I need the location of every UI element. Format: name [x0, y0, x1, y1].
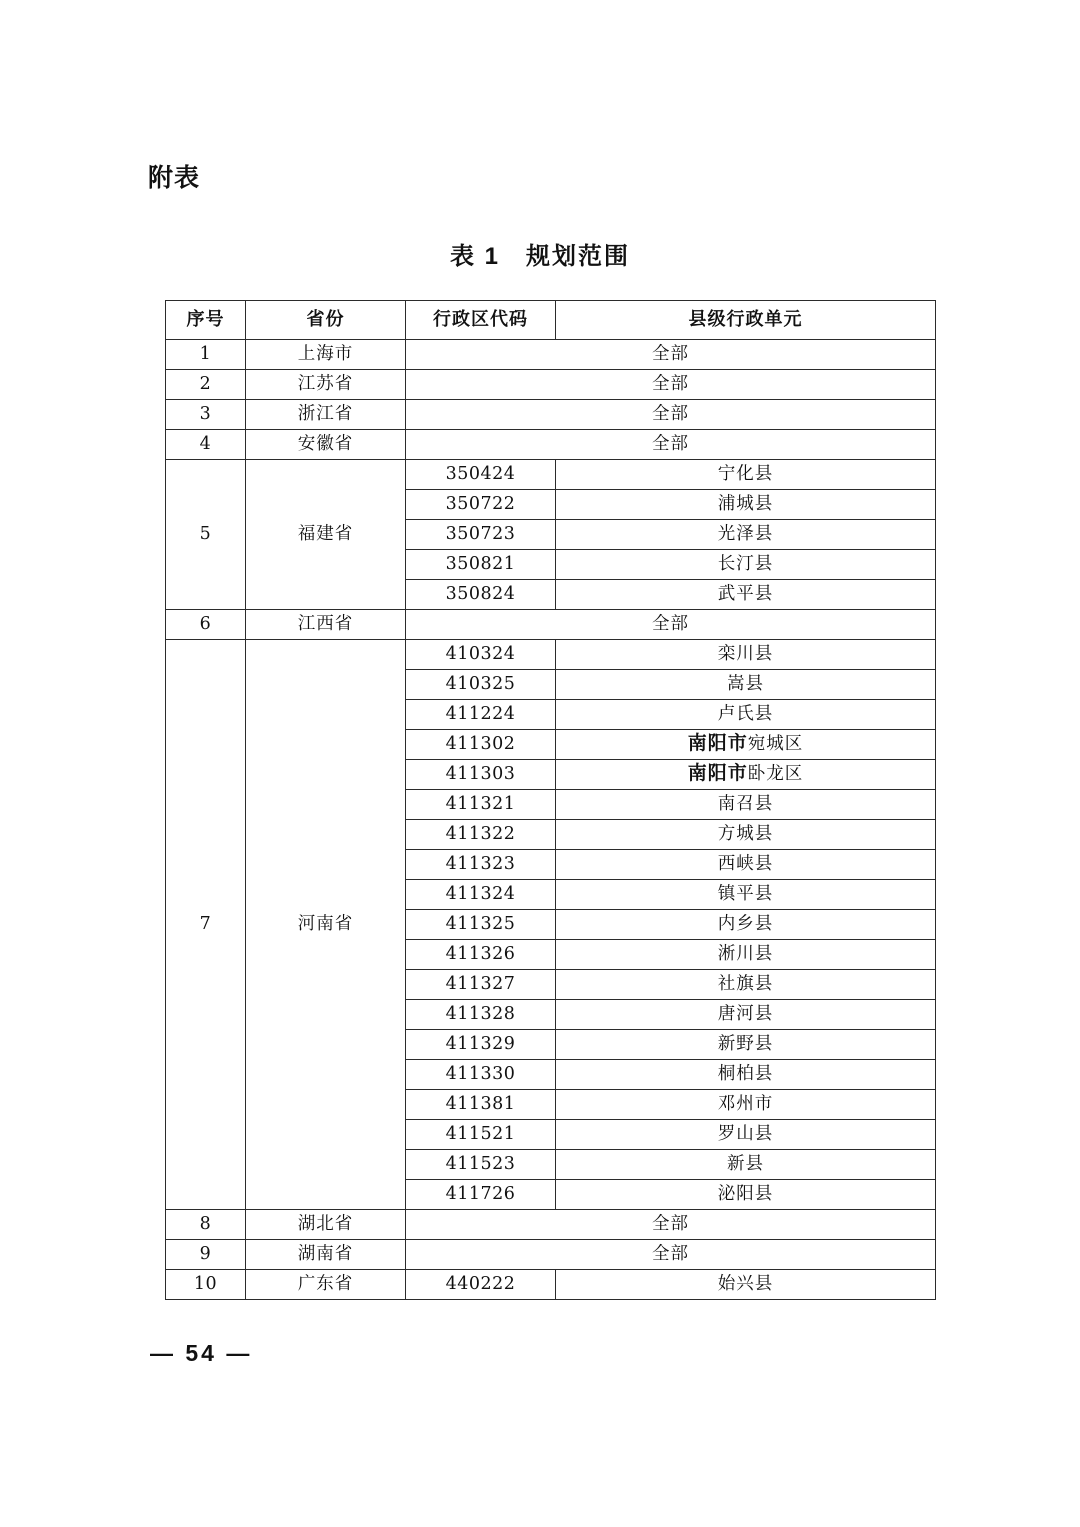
- table-row: [166, 370, 936, 400]
- cell-county-unit: 卢氏县: [556, 700, 936, 730]
- cell-admin-code: 411321: [406, 790, 556, 820]
- cell-province: 河南省: [246, 640, 406, 1210]
- cell-seq: 1: [166, 340, 246, 370]
- cell-province: 湖南省: [246, 1240, 406, 1270]
- district-name: 卧龙区: [747, 764, 804, 785]
- table-row: [166, 430, 936, 460]
- cell-county-unit: 方城县: [556, 820, 936, 850]
- section-heading: 附表: [148, 164, 201, 192]
- table-row: [166, 1210, 936, 1240]
- table-row: [166, 400, 936, 430]
- table-header-row: [166, 301, 936, 340]
- cell-admin-code: 411381: [406, 1090, 556, 1120]
- cell-admin-code: 411328: [406, 1000, 556, 1030]
- cell-admin-code: 411726: [406, 1180, 556, 1210]
- cell-admin-code: 350424: [406, 460, 556, 490]
- cell-all-units: 全部: [406, 340, 936, 370]
- cell-province: 上海市: [246, 340, 406, 370]
- cell-seq: 10: [166, 1270, 246, 1300]
- cell-county-unit: 泌阳县: [556, 1180, 936, 1210]
- cell-admin-code: 350722: [406, 490, 556, 520]
- cell-county-unit: 新县: [556, 1150, 936, 1180]
- column-header-seq: 序号: [166, 301, 246, 340]
- cell-county-unit: 社旗县: [556, 970, 936, 1000]
- cell-seq: 2: [166, 370, 246, 400]
- cell-county-unit: 南召县: [556, 790, 936, 820]
- cell-province: 福建省: [246, 460, 406, 610]
- table-row: [166, 340, 936, 370]
- cell-county-unit: 西峡县: [556, 850, 936, 880]
- table-title: 表 1 规划范围: [449, 243, 630, 270]
- column-header-code: 行政区代码: [406, 301, 556, 340]
- cell-county-unit: 光泽县: [556, 520, 936, 550]
- cell-admin-code: 411323: [406, 850, 556, 880]
- cell-county-unit: 淅川县: [556, 940, 936, 970]
- cell-all-units: 全部: [406, 370, 936, 400]
- cell-seq: 3: [166, 400, 246, 430]
- cell-all-units: 全部: [406, 1240, 936, 1270]
- cell-admin-code: 411303: [406, 760, 556, 790]
- cell-county-unit: 始兴县: [556, 1270, 936, 1300]
- cell-county-unit: 长汀县: [556, 550, 936, 580]
- cell-province: 安徽省: [246, 430, 406, 460]
- table-row: [166, 1270, 936, 1300]
- cell-seq: 9: [166, 1240, 246, 1270]
- cell-admin-code: 411324: [406, 880, 556, 910]
- page-number: — 54 —: [150, 1340, 253, 1366]
- cell-county-unit: 桐柏县: [556, 1060, 936, 1090]
- cell-province: 广东省: [246, 1270, 406, 1300]
- cell-all-units: 全部: [406, 400, 936, 430]
- cell-admin-code: 410324: [406, 640, 556, 670]
- cell-all-units: 全部: [406, 1210, 936, 1240]
- cell-county-unit: 邓州市: [556, 1090, 936, 1120]
- cell-admin-code: 411326: [406, 940, 556, 970]
- cell-county-unit: 宁化县: [556, 460, 936, 490]
- district-name: 宛城区: [747, 734, 804, 755]
- cell-all-units: 全部: [406, 430, 936, 460]
- cell-county-unit: 内乡县: [556, 910, 936, 940]
- cell-county-unit: 嵩县: [556, 670, 936, 700]
- cell-county-unit: 栾川县: [556, 640, 936, 670]
- column-header-province: 省份: [246, 301, 406, 340]
- cell-admin-code: 410325: [406, 670, 556, 700]
- cell-province: 江西省: [246, 610, 406, 640]
- column-header-unit: 县级行政单元: [556, 301, 936, 340]
- cell-admin-code: 411322: [406, 820, 556, 850]
- table-row: [166, 640, 936, 670]
- cell-all-units: 全部: [406, 610, 936, 640]
- cell-admin-code: 411330: [406, 1060, 556, 1090]
- table-row: [166, 1240, 936, 1270]
- cell-admin-code: 411523: [406, 1150, 556, 1180]
- table-header: [166, 301, 936, 340]
- cell-county-unit: [556, 760, 936, 790]
- table-body: [166, 340, 936, 1300]
- cell-admin-code: 411327: [406, 970, 556, 1000]
- cell-seq: 8: [166, 1210, 246, 1240]
- cell-admin-code: 440222: [406, 1270, 556, 1300]
- table-row: [166, 460, 936, 490]
- cell-admin-code: 350824: [406, 580, 556, 610]
- cell-admin-code: 411329: [406, 1030, 556, 1060]
- cell-province: 浙江省: [246, 400, 406, 430]
- cell-county-unit: 浦城县: [556, 490, 936, 520]
- planning-scope-table: [165, 300, 936, 1300]
- cell-county-unit: [556, 730, 936, 760]
- cell-county-unit: 镇平县: [556, 880, 936, 910]
- cell-admin-code: 411325: [406, 910, 556, 940]
- cell-admin-code: 411521: [406, 1120, 556, 1150]
- cell-admin-code: 350723: [406, 520, 556, 550]
- cell-county-unit: 新野县: [556, 1030, 936, 1060]
- city-prefix: 南阳市: [687, 763, 748, 785]
- cell-seq: 5: [166, 460, 246, 610]
- cell-admin-code: 411302: [406, 730, 556, 760]
- cell-county-unit: 武平县: [556, 580, 936, 610]
- cell-seq: 6: [166, 610, 246, 640]
- cell-county-unit: 唐河县: [556, 1000, 936, 1030]
- cell-province: 江苏省: [246, 370, 406, 400]
- cell-seq: 4: [166, 430, 246, 460]
- table-row: [166, 610, 936, 640]
- city-prefix: 南阳市: [687, 733, 748, 755]
- cell-county-unit: 罗山县: [556, 1120, 936, 1150]
- cell-admin-code: 350821: [406, 550, 556, 580]
- cell-province: 湖北省: [246, 1210, 406, 1240]
- cell-seq: 7: [166, 640, 246, 1210]
- cell-admin-code: 411224: [406, 700, 556, 730]
